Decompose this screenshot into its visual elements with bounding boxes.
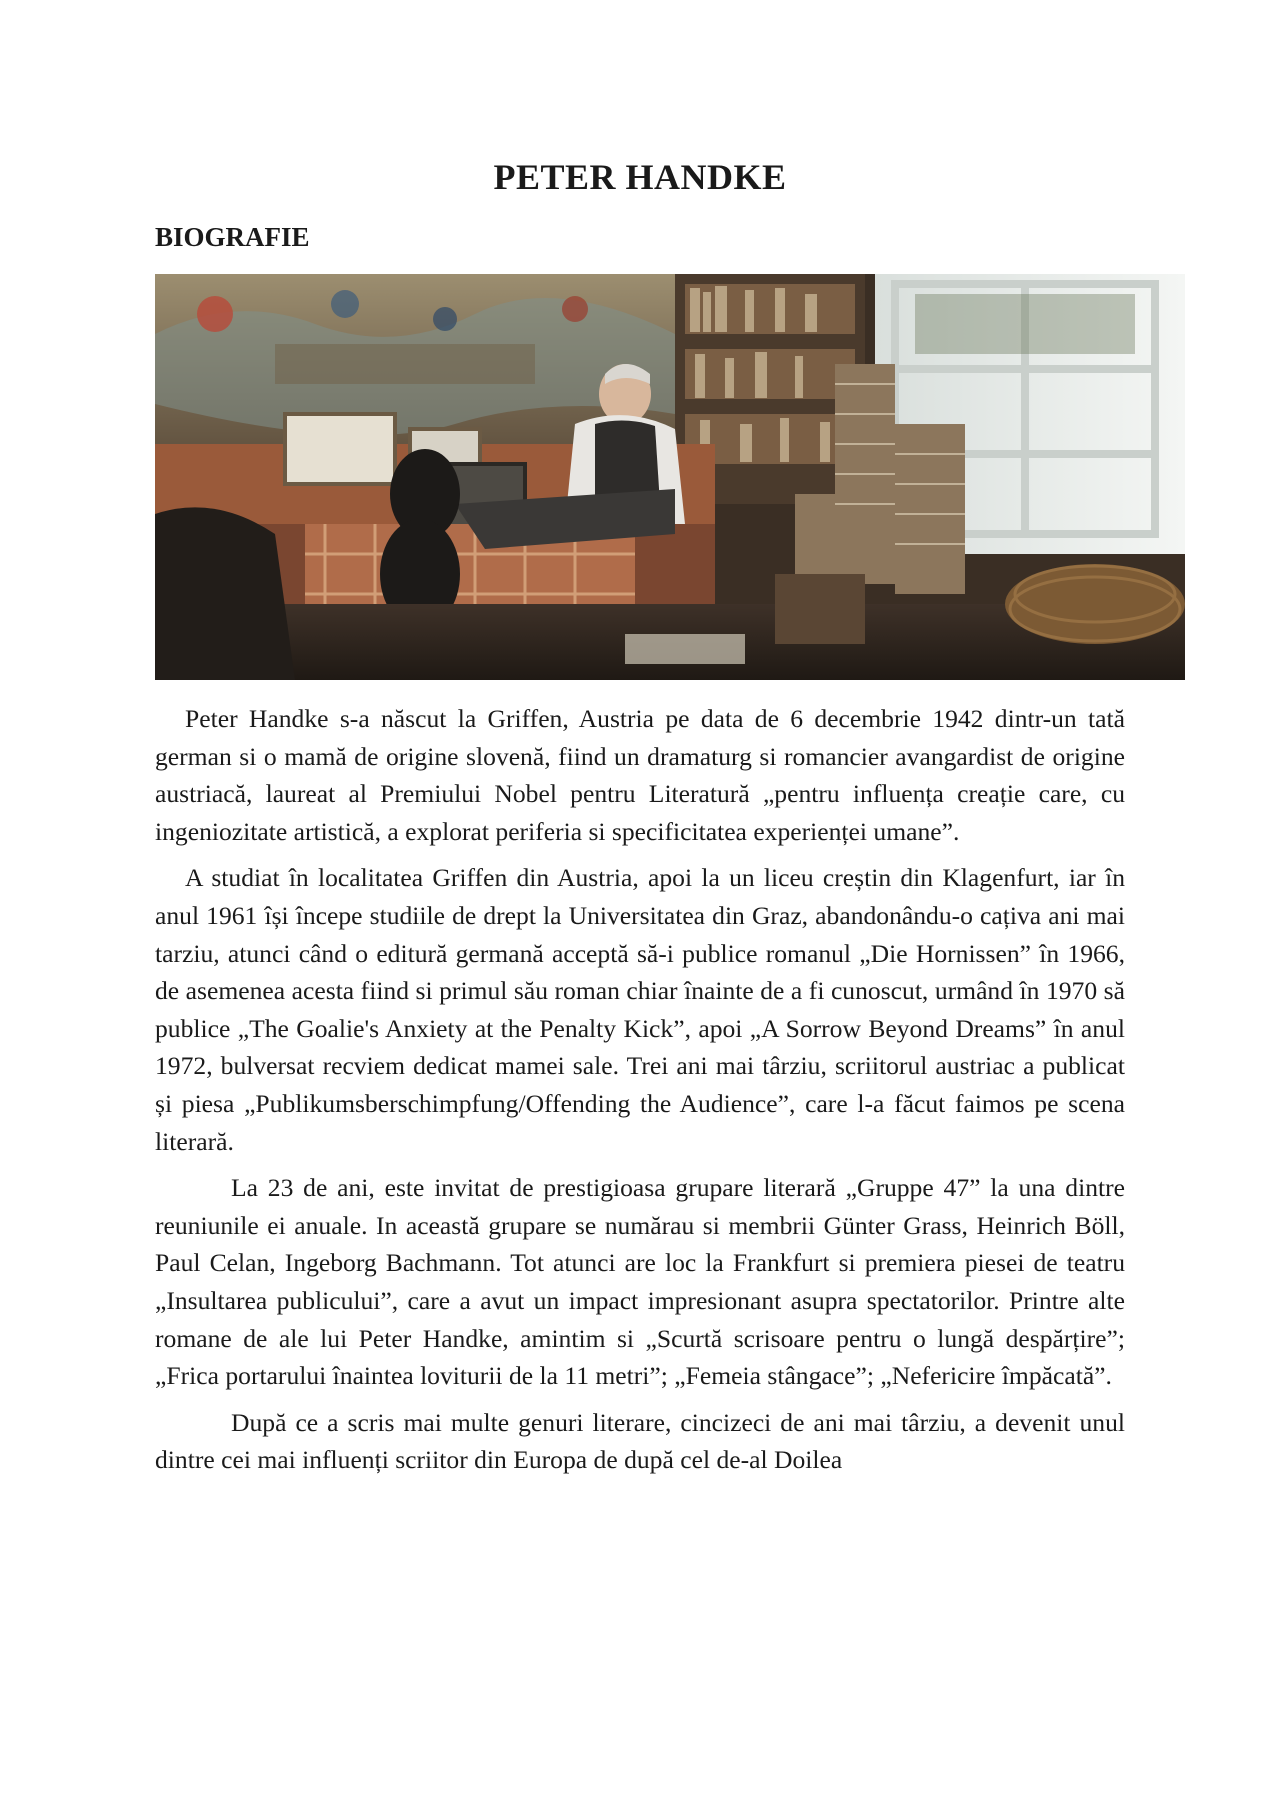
biography-paragraph-2: A studiat în localitatea Griffen din Austria, apoi la un liceu creștin din Klagenfurt, iar în anul 1961 își începe studiile de drept la Universitatea din Graz, abandonându-o cațiva ani mai tarziu, atunci când o editură germană acceptă să-i publice romanul „Die Hornissen” în 1966, de asemenea acesta fiind si primul său roman chiar înainte de a fi cunoscut, urmând în 1970 să publice „The Goalie's Anxiety at the Penalty Kick”, apoi „A Sorrow Beyond Dreams” în anul 1972, bulversat recviem dedicat mamei sale. Trei ani mai târziu, scriitorul austriac a publicat și piesa „Publikumsberschimpfung/Offending the Audience”, care l-a făcut faimos pe scena literară. — [155, 863, 1125, 1156]
author-photo — [155, 274, 1185, 680]
page-title: PETER HANDKE — [493, 157, 787, 197]
author-photo-illustration — [155, 274, 1185, 680]
section-heading-biografie: BIOGRAFIE — [155, 222, 310, 252]
biography-text — [155, 700, 1125, 1488]
biography-paragraph-3: La 23 de ani, este invitat de prestigioasa grupare literară „Gruppe 47” la una dintre reuniunile ei anuale. In această grupare se numărau si membrii Günter Grass, Heinrich Böll, Paul Celan, Ingeborg Bachmann. Tot atunci are loc la Frankfurt si premiera piesei de teatru „Insultarea publicului”, care a avut un impact impresionant asupra spectatorilor. Printre alte romane de ale lui Peter Handke, amintim si „Scurtă scrisoare pentru o lungă despărțire”; „Frica portarului înaintea loviturii de la 11 metri”; „Femeia stângace”; „Nefericire împăcată”. — [155, 1173, 1125, 1391]
biography-paragraph-4: După ce a scris mai multe genuri literare, cincizeci de ani mai târziu, a devenit unul dintre cei mai influenți scriitor din Europa de după cel de-al Doilea — [155, 1407, 1125, 1475]
biography-paragraph-1: Peter Handke s-a născut la Griffen, Austria pe data de 6 decembrie 1942 dintr-un tată german si o mamă de origine slovenă, fiind un dramaturg si romancier avangardist de origine austriacă, laureat al Premiului Nobel pentru Literatură „pentru influența creație care, cu ingeniozitate artistică, a explorat periferia si specificitatea experienței umane”. — [155, 704, 1125, 846]
